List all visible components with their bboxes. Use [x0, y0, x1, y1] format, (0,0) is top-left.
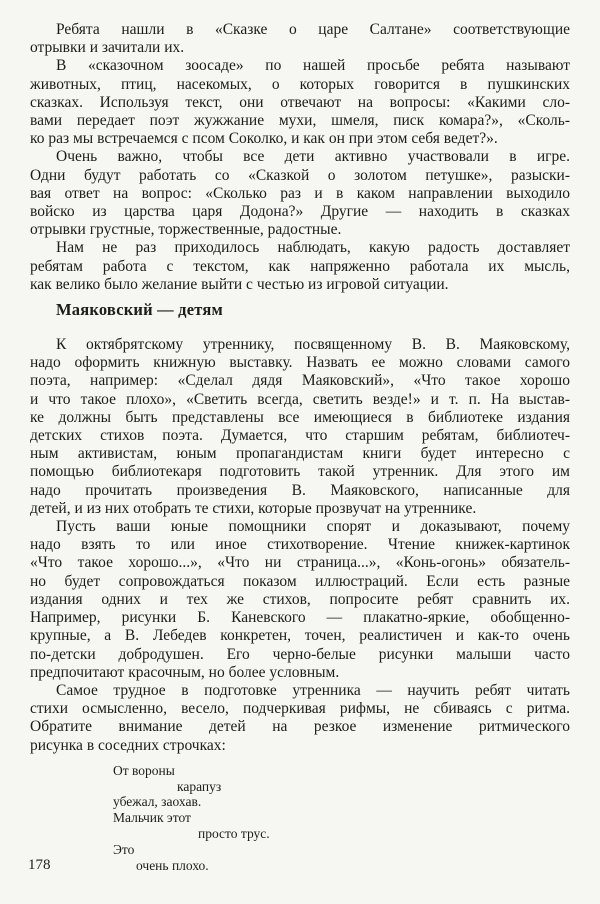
- verse-line: карапуз: [177, 778, 222, 794]
- verse-block: [113, 763, 570, 874]
- text-line: и что такое плохо», «Светить всегда, светить везде!» и т. п. На выстав-: [30, 390, 570, 408]
- text-line: надо прочитать произведения В. Маяковского, написанные для: [30, 481, 570, 499]
- text-line: «Что такое хорошо...», «Что ни страница...», «Конь-огонь» обязатель-: [30, 554, 570, 572]
- text-line: помощью библиотекаря подготовить такой утренник. Для этого им: [30, 463, 570, 481]
- text-column: [30, 0, 570, 873]
- text-line: ко раз мы встречаемся с псом Соколко, и как он при этом себя ведет?».: [30, 130, 498, 148]
- page-number: 178: [28, 857, 51, 873]
- text-line: отрывки и зачитали их.: [30, 39, 185, 57]
- text-line: рисунка в соседних строчках:: [30, 736, 226, 754]
- verse-line: очень плохо.: [136, 857, 209, 873]
- text-line: детей, и из них отобрать те стихи, которые прозвучат на утреннике.: [30, 499, 477, 517]
- text-line: крупные, а В. Лебедев конкретен, точен, реалистичен и как-то очень: [30, 627, 570, 645]
- text-line: Самое трудное в подготовке утренника — научить ребят читать: [56, 681, 570, 699]
- paragraph: [30, 239, 570, 294]
- text-line: поэта, например: «Сделал дядя Маяковский», «Что такое хорошо: [30, 372, 570, 390]
- text-line: В «сказочном зоосаде» по нашей просьбе ребята называют: [56, 57, 570, 75]
- text-line: сказках. Используя текст, они отвечают на вопросы: «Какими сло-: [30, 93, 570, 111]
- paragraph: [30, 682, 570, 755]
- text-line: Нам не раз приходилось наблюдать, какую радость доставляет: [56, 239, 570, 257]
- text-line: Пусть ваши юные помощники спорят и доказывают, почему: [56, 518, 570, 536]
- text-line: Одни будут работать со «Сказкой о золотом петушке», разыски-: [30, 166, 570, 184]
- paragraph: [30, 336, 570, 518]
- verse-line: просто трус.: [198, 825, 270, 841]
- text-line: надо взять то или иное стихотворение. Чтение книжек-картинок: [30, 536, 570, 554]
- text-line: надо оформить книжную выставку. Назвать ее можно словами самого: [30, 354, 570, 372]
- paragraph: [30, 148, 570, 239]
- text-line: вая ответ на вопрос: «Сколько раз и в каком направлении выходило: [30, 184, 570, 202]
- text-line: по-детски добродушен. Его черно-белые рисунки малыши часто: [30, 645, 570, 663]
- text-line: издания одних и тех же стихов, попросите ребят сравнить их.: [30, 590, 570, 608]
- paragraph-group-top: [30, 21, 570, 294]
- text-line: детских стихов поэта. Думается, что старшим ребятам, библиотеч-: [30, 427, 570, 445]
- text-line: Например, рисунки Б. Каневского — плакатно-яркие, обобщенно-: [30, 609, 570, 627]
- verse-line: убежал, заохав.: [113, 794, 202, 810]
- text-line: Обратите внимание детей на резкое изменение ритмического: [30, 718, 570, 736]
- verse-line: Это: [113, 841, 135, 857]
- paragraph-group-bottom: [30, 336, 570, 755]
- verse-line: Мальчик этот: [113, 810, 191, 826]
- text-line: войско из царства царя Додона?» Другие — находить в сказках: [30, 203, 570, 221]
- text-line: ке должны быть представлены все имеющиеся в библиотеке издания: [30, 408, 570, 426]
- text-line: но будет сопровождаться показом иллюстраций. Если есть разные: [30, 572, 570, 590]
- paragraph: [30, 21, 570, 57]
- text-line: К октябрятскому утреннику, посвященному В. В. Маяковскому,: [56, 336, 570, 354]
- text-line: Очень важно, чтобы все дети активно участвовали в игре.: [56, 148, 570, 166]
- text-line: Ребята нашли в «Сказке о царе Салтане» соответствующие: [56, 21, 570, 38]
- text-line: ным активистам, юным пропагандистам книги будет интересно с: [30, 445, 570, 463]
- verse-line: От вороны: [113, 762, 175, 778]
- text-line: стихи осмысленно, весело, подчеркивая рифмы, не сбиваясь с ритма.: [30, 700, 570, 718]
- section-heading: Маяковский — детям: [56, 300, 223, 320]
- text-line: ребятам работа с текстом, как напряженно работала их мысль,: [30, 257, 570, 275]
- paragraph: [30, 57, 570, 148]
- text-line: вами передает поэт жужжание мухи, шмеля, писк комара?», «Сколь-: [30, 112, 570, 130]
- text-line: животных, птиц, насекомых, о которых говорится в пушкинских: [30, 75, 570, 93]
- text-line: отрывки грустные, торжественные, радостные.: [30, 221, 342, 239]
- text-line: предпочитают красочным, но более условным.: [30, 663, 340, 681]
- text-line: как велико было желание выйти с честью из игровой ситуации.: [30, 275, 449, 293]
- paragraph: [30, 518, 570, 682]
